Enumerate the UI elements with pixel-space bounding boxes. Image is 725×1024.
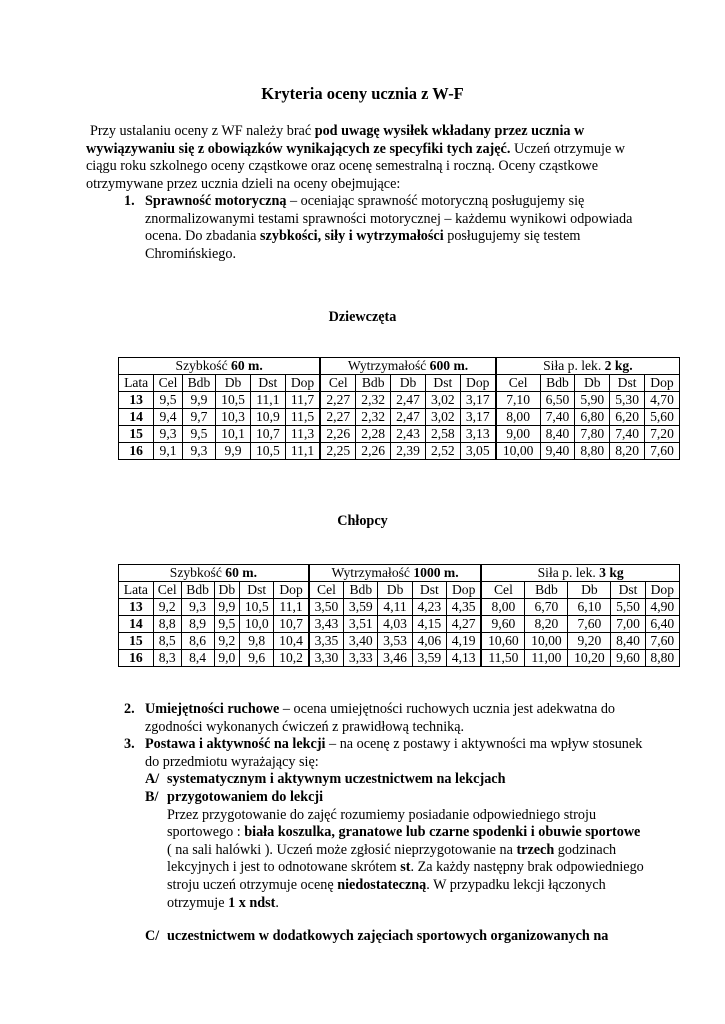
column-header: Db [378, 582, 412, 599]
table-cell: 10,7 [250, 426, 285, 443]
table-cell: 9,3 [182, 443, 215, 460]
criteria-item-1 [86, 193, 646, 263]
para-bold: niedostateczną [337, 876, 427, 893]
item-number: 1. [124, 193, 135, 209]
column-header: Lata [119, 582, 154, 599]
table-cell: 10,1 [216, 426, 251, 443]
sub-item-c [86, 928, 646, 946]
para-text: . Za każdy następny brak odpowiedniego stroju uczeń otrzymuje ocenę [167, 859, 644, 893]
table-cell: 2,39 [391, 443, 426, 460]
column-header: Bdb [356, 375, 391, 392]
table-cell: 6,20 [610, 409, 645, 426]
column-header: Bdb [182, 375, 215, 392]
table-cell: 9,60 [611, 650, 645, 667]
table-cell: 5,90 [575, 392, 610, 409]
boys-norms-table [118, 564, 680, 667]
item-text: – na ocenę z postawy i aktywności ma wpływ stosunek do przedmiotu wyrażający się: [145, 736, 643, 770]
table-cell: 9,9 [214, 599, 240, 616]
table-cell: 4,70 [645, 392, 680, 409]
column-header: Dst [240, 582, 274, 599]
item-number: 2. [124, 701, 135, 717]
intro-bold-1: pod uwagę wysiłek wkładany przez ucznia w wywiązywaniu się z obowiązków wynikających ze specyfiki tych zajęć. [86, 123, 585, 157]
table-cell: 2,26 [320, 426, 355, 443]
table-cell: 3,43 [309, 616, 344, 633]
table-cell: 3,59 [412, 650, 446, 667]
column-header: Db [575, 375, 610, 392]
table-cell: 11,1 [285, 443, 320, 460]
group-header [309, 565, 482, 582]
item-heading: Umiejętności ruchowe [145, 701, 280, 717]
boys-heading: Chłopcy [337, 513, 388, 529]
age-cell: 16 [119, 443, 154, 460]
table-cell: 10,60 [481, 633, 525, 650]
preparation-paragraph [86, 807, 646, 913]
column-header: Lata [119, 375, 154, 392]
table-cell: 7,00 [611, 616, 645, 633]
column-header: Db [214, 582, 240, 599]
table-cell: 5,50 [611, 599, 645, 616]
table-cell: 2,52 [425, 443, 460, 460]
column-header: Dst [250, 375, 285, 392]
table-cell: 9,6 [240, 650, 274, 667]
group-distance: 1000 m. [413, 565, 459, 580]
table-cell: 9,1 [154, 443, 182, 460]
page-title: Kryteria oceny ucznia z W-F [261, 84, 464, 103]
table-cell: 3,35 [309, 633, 344, 650]
group-distance: 60 m. [231, 358, 263, 373]
age-cell: 14 [119, 616, 154, 633]
table-cell: 9,20 [568, 633, 611, 650]
table-cell: 2,58 [425, 426, 460, 443]
sub-letter: A/ [145, 771, 160, 788]
column-header: Bdb [525, 582, 568, 599]
table-cell: 11,50 [481, 650, 525, 667]
table-cell: 4,35 [446, 599, 481, 616]
group-header-row [119, 358, 680, 375]
item-heading: Postawa i aktywność na lekcji [145, 736, 326, 753]
table-cell: 3,17 [460, 409, 495, 426]
table-cell: 9,5 [214, 616, 240, 633]
table-cell: 8,5 [153, 633, 181, 650]
table-cell: 9,5 [154, 392, 182, 409]
column-header-row [119, 375, 680, 392]
table-cell: 9,8 [240, 633, 274, 650]
table-row [119, 426, 680, 443]
table-cell: 3,40 [344, 633, 378, 650]
age-cell: 16 [119, 650, 154, 667]
table-cell: 2,32 [356, 392, 391, 409]
table-cell: 8,9 [181, 616, 214, 633]
table-cell: 9,3 [154, 426, 182, 443]
table-cell: 9,9 [216, 443, 251, 460]
table-cell: 10,4 [274, 633, 309, 650]
table-cell: 9,2 [153, 599, 181, 616]
table-cell: 8,80 [645, 650, 679, 667]
column-header: Dst [412, 582, 446, 599]
table-cell: 4,23 [412, 599, 446, 616]
column-header: Dop [285, 375, 320, 392]
table-cell: 2,25 [320, 443, 355, 460]
group-header [119, 358, 321, 375]
para-bold: biała koszulka, granatowe lub czarne spodenki i obuwie sportowe [244, 824, 641, 841]
table-cell: 7,40 [610, 426, 645, 443]
table-cell: 10,0 [240, 616, 274, 633]
sub-text: systematycznym i aktywnym uczestnictwem na lekcjach [167, 771, 506, 788]
table-row [119, 633, 680, 650]
criteria-item-2 [86, 701, 646, 736]
column-header: Db [391, 375, 426, 392]
para-text: . [275, 894, 279, 911]
group-distance: 600 m. [429, 358, 469, 373]
table-cell: 6,50 [540, 392, 575, 409]
table-cell: 3,59 [344, 599, 378, 616]
group-label: Siła p. lek. [543, 358, 605, 373]
girls-heading: Dziewczęta [328, 309, 397, 325]
criteria-items-2-3 [86, 701, 646, 946]
table-cell: 9,0 [214, 650, 240, 667]
table-cell: 8,20 [525, 616, 568, 633]
column-header: Dop [274, 582, 309, 599]
table-cell: 8,00 [496, 409, 540, 426]
column-header: Bdb [540, 375, 575, 392]
table-cell: 9,5 [182, 426, 215, 443]
girls-norms-table [118, 357, 680, 460]
group-distance: 2 kg. [604, 358, 633, 373]
para-bold: trzech [516, 841, 555, 858]
table-cell: 11,1 [274, 599, 309, 616]
table-cell: 4,11 [378, 599, 412, 616]
column-header-row [119, 582, 680, 599]
item-text: – ocena umiejętności ruchowych ucznia jest adekwatna do zgodności wykonanych ćwiczeń z prawidłową techniką. [145, 701, 616, 735]
table-cell: 7,40 [540, 409, 575, 426]
table-cell: 3,50 [309, 599, 344, 616]
table-row [119, 599, 680, 616]
table-cell: 3,17 [460, 392, 495, 409]
age-cell: 15 [119, 426, 154, 443]
table-cell: 7,60 [568, 616, 611, 633]
group-header [320, 358, 495, 375]
table-cell: 3,51 [344, 616, 378, 633]
sub-item-b [86, 789, 646, 807]
table-cell: 6,80 [575, 409, 610, 426]
table-cell: 9,4 [154, 409, 182, 426]
column-header: Cel [154, 375, 182, 392]
item-number: 3. [124, 736, 135, 753]
group-distance: 3 kg [599, 565, 624, 580]
sub-letter: C/ [145, 928, 160, 945]
table-cell: 10,7 [274, 616, 309, 633]
column-header: Dop [645, 375, 680, 392]
table-cell: 10,5 [250, 443, 285, 460]
column-header: Dst [611, 582, 645, 599]
para-text: . W przypadku lekcji łączonych otrzymuje [167, 876, 606, 911]
table-cell: 6,10 [568, 599, 611, 616]
table-cell: 3,02 [425, 409, 460, 426]
table-cell: 10,20 [568, 650, 611, 667]
table-cell: 10,9 [250, 409, 285, 426]
column-header: Db [216, 375, 251, 392]
column-header: Dop [645, 582, 679, 599]
column-header: Cel [153, 582, 181, 599]
table-cell: 5,30 [610, 392, 645, 409]
column-header: Dst [610, 375, 645, 392]
table-cell: 4,03 [378, 616, 412, 633]
table-cell: 9,9 [182, 392, 215, 409]
column-header: Bdb [181, 582, 214, 599]
table-cell: 2,27 [320, 392, 355, 409]
sub-text: przygotowaniem do lekcji [167, 788, 324, 805]
table-row [119, 409, 680, 426]
age-cell: 14 [119, 409, 154, 426]
table-cell: 4,90 [645, 599, 679, 616]
table-cell: 11,3 [285, 426, 320, 443]
table-row [119, 392, 680, 409]
item-bold: szybkości, siły i wytrzymałości [260, 228, 444, 245]
table-cell: 3,33 [344, 650, 378, 667]
table-cell: 9,60 [481, 616, 525, 633]
table-cell: 9,3 [181, 599, 214, 616]
group-label: Szybkość [175, 358, 232, 373]
table-cell: 2,27 [320, 409, 355, 426]
table-cell: 8,3 [153, 650, 181, 667]
sub-item-a [86, 771, 646, 789]
table-cell: 8,6 [181, 633, 214, 650]
column-header: Cel [496, 375, 540, 392]
table-cell: 9,2 [214, 633, 240, 650]
para-text: Przez przygotowanie do zajęć rozumiemy posiadanie odpowiedniego stroju sportowego : [167, 806, 597, 841]
table-cell: 8,20 [610, 443, 645, 460]
table-cell: 4,27 [446, 616, 481, 633]
table-cell: 4,15 [412, 616, 446, 633]
intro-paragraph [86, 123, 646, 193]
table-cell: 6,70 [525, 599, 568, 616]
table-cell: 3,30 [309, 650, 344, 667]
criteria-item-3 [86, 736, 646, 771]
table-cell: 10,3 [216, 409, 251, 426]
table-cell: 11,7 [285, 392, 320, 409]
table-cell: 2,47 [391, 392, 426, 409]
sub-text: uczestnictwem w dodatkowych zajęciach sportowych organizowanych na [167, 928, 609, 945]
table-cell: 8,40 [540, 426, 575, 443]
table-cell: 9,7 [182, 409, 215, 426]
group-label: Wytrzymałość [347, 358, 430, 373]
table-cell: 2,43 [391, 426, 426, 443]
group-label: Wytrzymałość [331, 565, 414, 580]
table-cell: 2,26 [356, 443, 391, 460]
table-cell: 3,02 [425, 392, 460, 409]
table-cell: 3,53 [378, 633, 412, 650]
column-header: Dop [446, 582, 481, 599]
table-cell: 7,80 [575, 426, 610, 443]
sub-letter: B/ [145, 788, 159, 805]
table-cell: 11,5 [285, 409, 320, 426]
table-cell: 7,60 [645, 633, 679, 650]
group-header [481, 565, 679, 582]
table-cell: 10,5 [240, 599, 274, 616]
table-cell: 8,8 [153, 616, 181, 633]
table-cell: 7,60 [645, 443, 680, 460]
table-cell: 10,2 [274, 650, 309, 667]
age-cell: 13 [119, 599, 154, 616]
item-text: – oceniając sprawność motoryczną posługujemy się znormalizowanymi testami sprawności motorycznej – każdemu wynikowi odpowiada ocena. Do zbadania [145, 193, 633, 245]
table-cell: 11,00 [525, 650, 568, 667]
column-header: Dst [425, 375, 460, 392]
table-cell: 4,13 [446, 650, 481, 667]
group-header-row [119, 565, 680, 582]
age-cell: 13 [119, 392, 154, 409]
table-cell: 8,00 [481, 599, 525, 616]
table-cell: 10,00 [496, 443, 540, 460]
table-cell: 3,05 [460, 443, 495, 460]
table-cell: 10,00 [525, 633, 568, 650]
column-header: Db [568, 582, 611, 599]
table-row [119, 650, 680, 667]
group-label: Szybkość [169, 565, 226, 580]
table-cell: 3,13 [460, 426, 495, 443]
table-cell: 4,06 [412, 633, 446, 650]
table-cell: 5,60 [645, 409, 680, 426]
table-cell: 7,20 [645, 426, 680, 443]
table-row [119, 616, 680, 633]
para-text: ( na sali halówki ). Uczeń może zgłosić nieprzygotowanie na [167, 841, 517, 858]
table-cell: 4,19 [446, 633, 481, 650]
table-cell: 8,40 [611, 633, 645, 650]
table-cell: 11,1 [250, 392, 285, 409]
table-cell: 7,10 [496, 392, 540, 409]
table-cell: 8,4 [181, 650, 214, 667]
table-cell: 6,40 [645, 616, 679, 633]
group-label: Siła p. lek. [537, 565, 600, 580]
column-header: Cel [481, 582, 525, 599]
table-cell: 2,28 [356, 426, 391, 443]
table-cell: 8,80 [575, 443, 610, 460]
table-row [119, 443, 680, 460]
para-text: godzinach lekcyjnych i jest to odnotowane skrótem [167, 841, 617, 876]
table-cell: 9,40 [540, 443, 575, 460]
column-header: Cel [309, 582, 344, 599]
table-cell: 2,47 [391, 409, 426, 426]
para-bold: 1 x ndst [228, 894, 276, 911]
group-header [496, 358, 680, 375]
intro-text-2: Uczeń otrzymuje w ciągu roku szkolnego oceny cząstkowe oraz ocenę semestralną i roczną. Oceny cząstkowe otrzymywane przez ucznia dzieli na oceny obejmujące: [86, 140, 626, 192]
column-header: Cel [320, 375, 355, 392]
column-header: Bdb [344, 582, 378, 599]
table-cell: 3,46 [378, 650, 412, 667]
column-header: Dop [460, 375, 495, 392]
group-header [119, 565, 309, 582]
para-bold: st [400, 859, 411, 876]
table-cell: 9,00 [496, 426, 540, 443]
age-cell: 15 [119, 633, 154, 650]
item-text: posługujemy się testem Chromińskiego. [145, 228, 581, 262]
table-cell: 2,32 [356, 409, 391, 426]
group-distance: 60 m. [225, 565, 257, 580]
table-cell: 10,5 [216, 392, 251, 409]
item-heading: Sprawność motoryczną [145, 193, 287, 209]
intro-text-1: Przy ustalaniu oceny z WF należy brać [90, 123, 315, 139]
